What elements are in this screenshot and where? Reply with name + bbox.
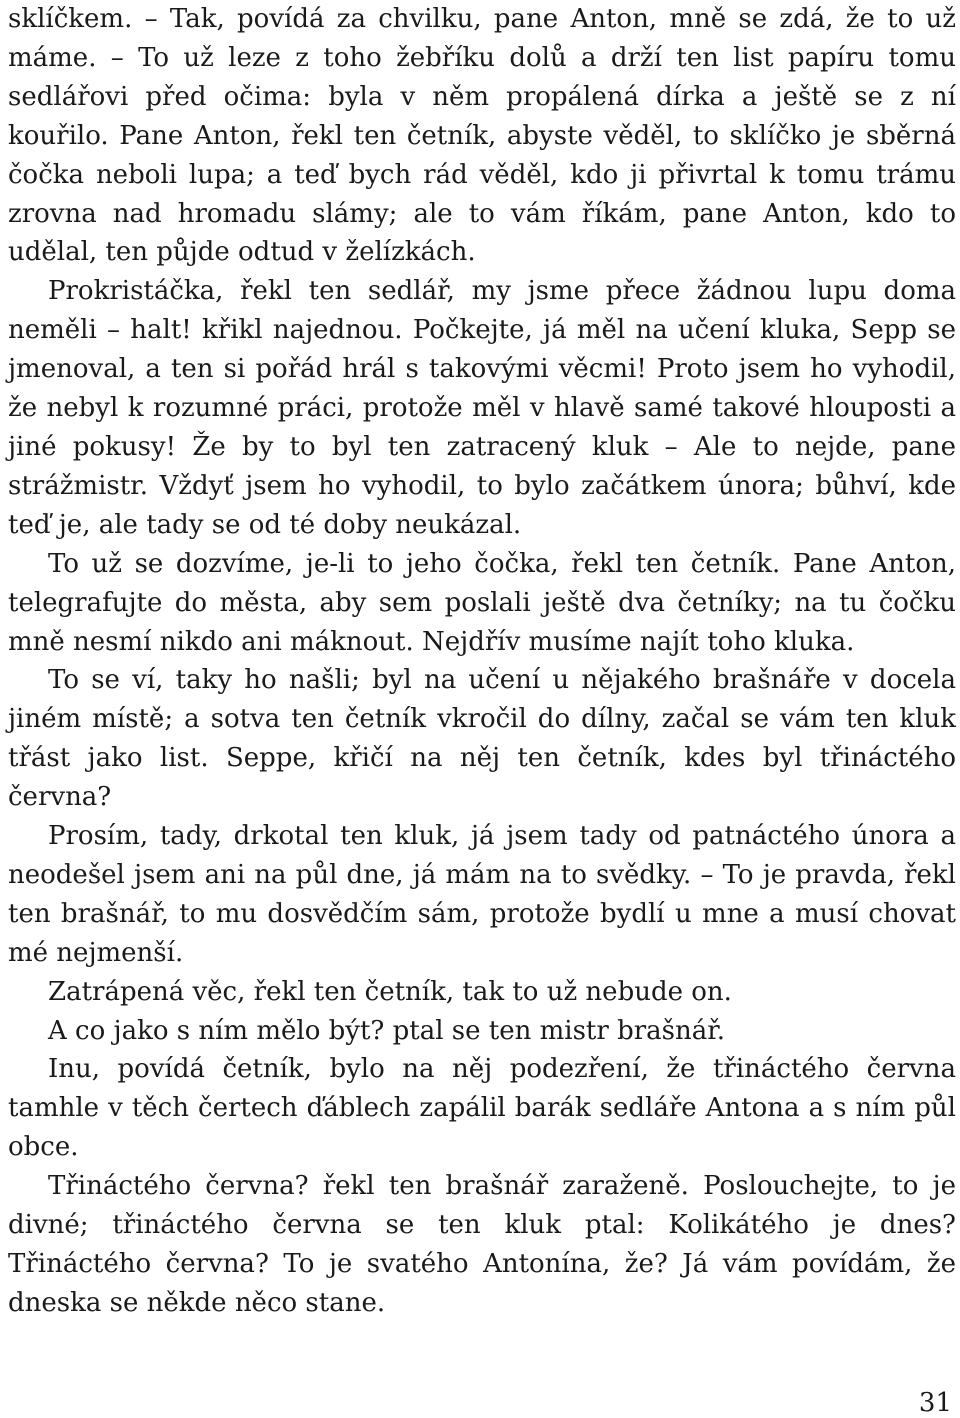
paragraph-5: Prosím, tady, drkotal ten kluk, já jsem tady od patnáctého února a neodešel jsem ani na půl dne, já mám na to svědky. – To je pravda, řekl ten brašnář, to mu dosvědčím sám, protože bydlí u mne a musí chovat mé nejmenší. [8,821,956,968]
paragraph-7: A co jako s ním mělo být? ptal se ten mistr brašnář. [48,1015,726,1046]
paragraph-8: Inu, povídá četník, bylo na něj podezření, že třináctého června tamhle v těch čertech ďáblech zapálil barák sedláře Antona a s ním půl obce. [8,1054,956,1163]
paragraph-9: Třináctého června? řekl ten brašnář zaraženě. Poslouchejte, to je divné; třináctého června se ten kluk ptal: Kolikátého je dnes? Třináctého června? To je svatého Antonína, že? Já vám povídám, že dneska se někde něco stane. [8,1171,956,1318]
page-number: 31 [918,1388,952,1418]
paragraph-3: To už se dozvíme, je-li to jeho čočka, řekl ten četník. Pane Anton, telegrafujte do města, aby sem poslali ještě dva četníky; na tu čočku mně nesmí nikdo ani máknout. Nejdřív musíme najít toho kluka. [8,548,956,657]
paragraph-1: sklíčkem. – Tak, povídá za chvilku, pane Anton, mně se zdá, že to už máme. – To už leze z toho žebříku dolů a drží ten list papíru tomu sedlářovi před očima: byla v něm propálená dírka a ještě se z ní kouřilo. Pane Anton, řekl ten četník, abyste věděl, to sklíčko je sběrná čočka neboli lupa; a teď bych rád věděl, kdo ji přivrtal k tomu trámu zrovna nad hromadu slámy; ale to vám říkám, pane Anton, kdo to udělal, ten půjde odtud v želízkách. [8,4,956,268]
paragraph-6: Zatrápená věc, řekl ten četník, tak to už nebude on. [48,976,732,1007]
paragraph-2: Prokristáčka, řekl ten sedlář, my jsme přece žádnou lupu doma neměli – halt! křikl najednou. Počkejte, já měl na učení kluka, Sepp se jmenoval, a ten si pořád hrál s takovými věcmi! Proto jsem ho vyhodil, že nebyl k rozumné práci, protože měl v hlavě samé takové hlouposti a jiné pokusy! Že by to byl ten zatracený kluk – Ale to nejde, pane strážmistr. Vždyť jsem ho vyhodil, to bylo začátkem února; bůhví, kde teď je, ale tady se od té doby neukázal. [8,276,956,540]
paragraph-4: To se ví, taky ho našli; byl na učení u nějakého brašnáře v docela jiném místě; a sotva ten četník vkročil do dílny, začal se vám ten kluk třást jako list. Seppe, křičí na něj ten četník, kdes byl třináctého června? [8,665,956,813]
page-body [8,0,956,1323]
